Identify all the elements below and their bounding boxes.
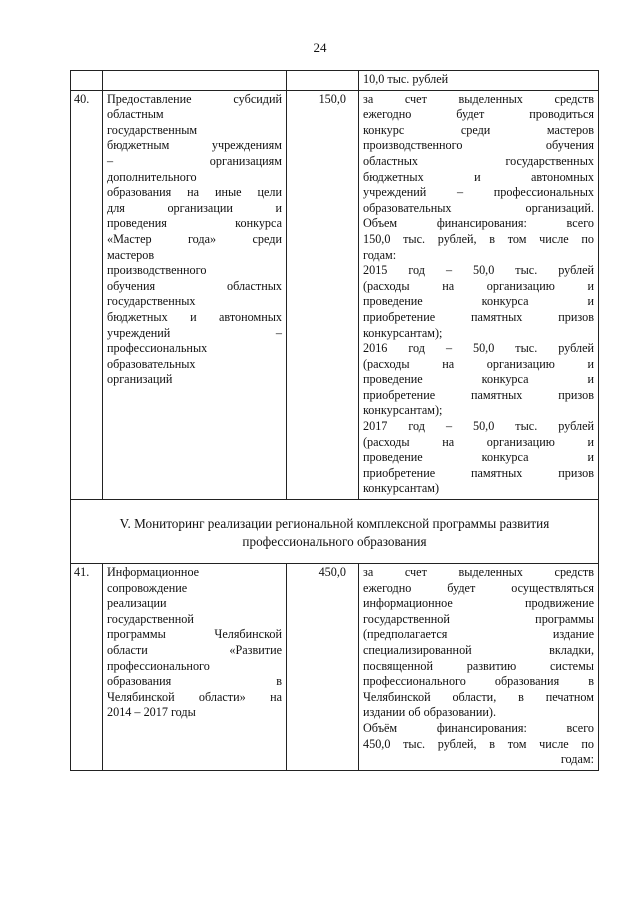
name-line: производственного — [107, 263, 207, 278]
description-line: конкурсантам); — [363, 403, 443, 418]
row-number: 40. — [71, 90, 103, 499]
measure-description — [359, 564, 599, 771]
description-line: бюджетных и автономных — [363, 169, 594, 184]
description-line: специализированной вкладки, — [363, 643, 594, 657]
name-line: – организациям — [107, 153, 282, 168]
name-line: сопровождение — [107, 580, 188, 595]
description-line: профессионального образования в — [363, 674, 594, 689]
description-line: учреждений – профессиональных — [363, 185, 594, 200]
description-line: приобретение памятных призов — [363, 387, 594, 402]
name-line: программы Челябинской — [107, 627, 282, 642]
measure-name — [103, 564, 287, 771]
description-line: за счет выделенных средств — [363, 91, 594, 106]
description-line: Объём финансирования: всего — [363, 720, 594, 735]
name-line: дополнительного — [107, 169, 197, 184]
description-line: за счет выделенных средств — [363, 565, 594, 580]
name-line: 2014 – 2017 годы — [107, 705, 196, 720]
description-line: приобретение памятных призов — [363, 465, 594, 480]
description-line: 10,0 тыс. рублей — [363, 72, 449, 86]
funding-amount: 450,0 — [287, 564, 359, 771]
name-line: области «Развитие — [107, 643, 282, 657]
description-line: образовательных организаций. — [363, 200, 594, 215]
name-line: государственной — [107, 611, 194, 626]
description-line: государственной программы — [363, 611, 594, 626]
description-line: годам: — [363, 247, 397, 262]
description-line: Объем финансирования: всего — [363, 216, 594, 231]
description-line: (расходы на организацию и — [363, 278, 594, 293]
description-line: ежегодно будет проводиться — [363, 107, 594, 122]
description-line: 2015 год – 50,0 тыс. рублей — [363, 263, 594, 278]
name-line: учреждений – — [107, 325, 282, 340]
description-line: (расходы на организацию и — [363, 356, 594, 371]
name-line: обучения областных — [107, 278, 282, 293]
description-line: проведение конкурса и — [363, 294, 594, 309]
name-line: для организации и — [107, 200, 282, 215]
name-line: бюджетных и автономных — [107, 309, 282, 324]
name-line: областным — [107, 107, 164, 122]
measure-description — [359, 90, 599, 499]
name-line: профессионального — [107, 658, 210, 673]
program-measures-table — [70, 70, 599, 771]
description-line: областных государственных — [363, 153, 594, 168]
description-line: конкурсантам); — [363, 325, 443, 340]
description-line: производственного обучения — [363, 138, 594, 153]
table-row — [71, 90, 599, 499]
name-line: бюджетным учреждениям — [107, 138, 282, 153]
name-line: образования на иные цели — [107, 185, 282, 200]
row-number — [71, 71, 103, 91]
description-line: проведение конкурса и — [363, 372, 594, 387]
description-line: Челябинской области, в печатном — [363, 689, 594, 704]
description-line: посвященной развитию системы — [363, 658, 594, 673]
name-line: «Мастер года» среди — [107, 231, 282, 246]
name-line: образовательных — [107, 356, 196, 371]
description-line: годам: — [560, 752, 594, 767]
name-line: государственных — [107, 294, 196, 309]
program-table-container — [70, 70, 598, 771]
description-line: конкурс среди мастеров — [363, 122, 594, 137]
name-line: Челябинской области» на — [107, 689, 282, 704]
name-line: мастеров — [107, 247, 155, 262]
name-line: образования в — [107, 674, 282, 689]
funding-amount — [287, 71, 359, 91]
measure-description — [359, 71, 599, 91]
description-line: информационное продвижение — [363, 596, 594, 611]
name-line: Предоставление субсидий — [107, 91, 282, 106]
measure-name — [103, 71, 287, 91]
description-line: конкурсантам) — [363, 481, 439, 496]
funding-amount: 150,0 — [287, 90, 359, 499]
section-heading: V. Мониторинг реализации региональной комплексной программы развития профессионального образования — [71, 500, 599, 564]
table-row — [71, 71, 599, 91]
name-line: профессиональных — [107, 341, 208, 356]
description-line: (предполагается издание — [363, 627, 594, 642]
name-line: государственным — [107, 122, 198, 137]
section-heading-row — [71, 500, 599, 564]
description-line: (расходы на организацию и — [363, 434, 594, 449]
description-line: издании об образовании). — [363, 705, 496, 720]
table-row — [71, 564, 599, 771]
description-line: 2017 год – 50,0 тыс. рублей — [363, 419, 594, 434]
name-line: проведения конкурса — [107, 216, 282, 231]
description-line: ежегодно будет осуществляться — [363, 580, 594, 595]
measure-name — [103, 90, 287, 499]
description-line: приобретение памятных призов — [363, 309, 594, 324]
name-line: реализации — [107, 596, 167, 611]
description-line: 150,0 тыс. рублей, в том числе по — [363, 231, 594, 246]
page-number: 24 — [313, 40, 327, 55]
row-number: 41. — [71, 564, 103, 771]
description-line: проведение конкурса и — [363, 450, 594, 465]
description-line: 450,0 тыс. рублей, в том числе по — [363, 736, 594, 751]
name-line: организаций — [107, 372, 173, 387]
name-line: Информационное — [107, 565, 200, 580]
description-line: 2016 год – 50,0 тыс. рублей — [363, 341, 594, 356]
